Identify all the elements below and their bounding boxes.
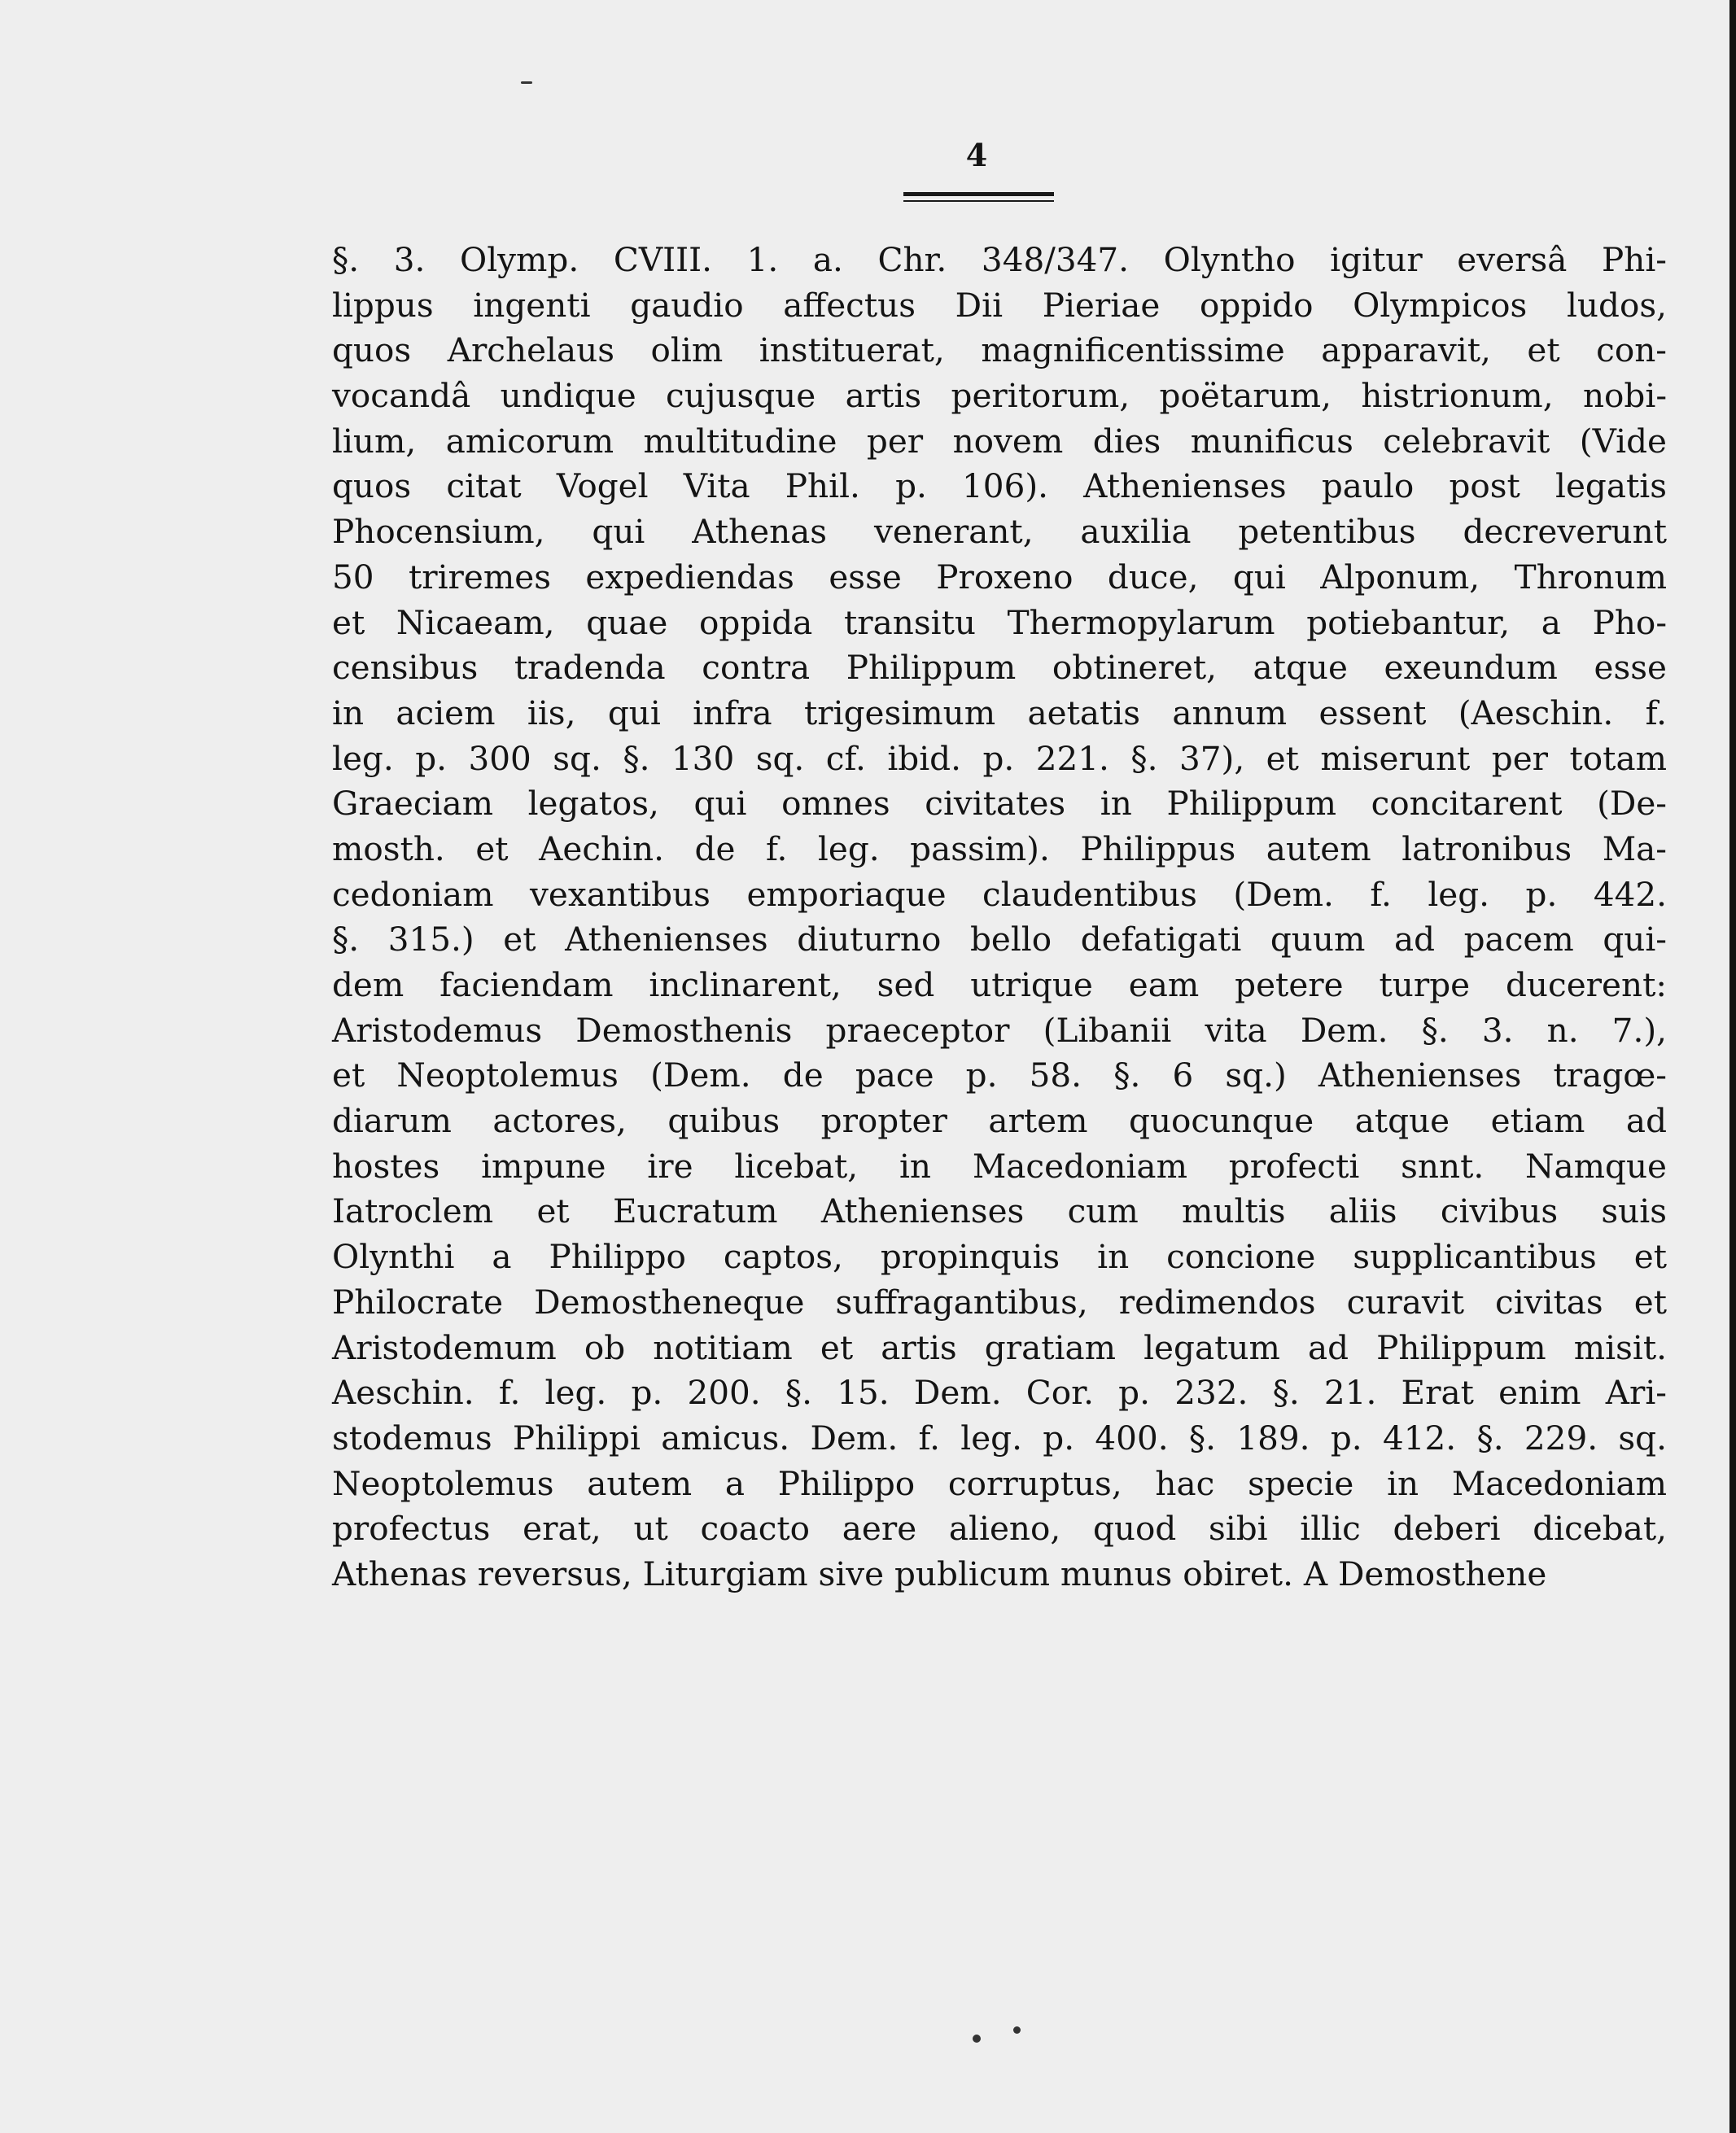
- text-line: diarum actores, quibus propter artem quocunque atque etiam ad: [332, 1101, 1667, 1141]
- text-line: Athenas reversus, Liturgiam sive publicum munus obiret. A Demosthene: [332, 1554, 1547, 1593]
- text-line: in aciem iis, qui infra trigesimum aetatis annum essent (Aeschin. f.: [332, 693, 1667, 732]
- text-line: Neoptolemus autem a Philippo corruptus, hac specie in Macedoniam: [332, 1463, 1667, 1503]
- text-line: dem faciendam inclinarent, sed utrique eam petere turpe ducerent:: [332, 965, 1667, 1004]
- text-line: vocandâ undique cujusque artis peritorum, poëtarum, histrionum, nobi-: [332, 376, 1667, 416]
- text-line: Aristodemus Demosthenis praeceptor (Libanii vita Dem. §. 3. n. 7.),: [332, 1010, 1667, 1050]
- text-line: et Nicaeam, quae oppida transitu Thermopylarum potiebantur, a Pho-: [332, 602, 1667, 642]
- text-line: 50 triremes expediendas esse Proxeno duce, qui Alponum, Thronum: [332, 557, 1667, 597]
- text-line: quos citat Vogel Vita Phil. p. 106). Athenienses paulo post legatis: [332, 466, 1667, 506]
- text-line: Philocrate Demostheneque suffragantibus, redimendos curavit civitas et: [332, 1282, 1667, 1322]
- text-line: leg. p. 300 sq. §. 130 sq. cf. ibid. p. 221. §. 37), et miserunt per totam: [332, 738, 1667, 778]
- text-line: quos Archelaus olim instituerat, magnificentissime apparavit, et con-: [332, 330, 1667, 370]
- text-line: Graeciam legatos, qui omnes civitates in Philippum concitarent (De-: [332, 784, 1667, 824]
- text-line: cedoniam vexantibus emporiaque claudentibus (Dem. f. leg. p. 442.: [332, 874, 1667, 914]
- scan-speck: [1013, 2026, 1021, 2034]
- text-line: Olynthi a Philippo captos, propinquis in concione supplicantibus et: [332, 1237, 1667, 1277]
- header-rule-thin: [903, 200, 1054, 202]
- text-line: §. 3. Olymp. CVIII. 1. a. Chr. 348/347. Olyntho igitur eversâ Phi-: [332, 240, 1667, 279]
- text-line: Aristodemum ob notitiam et artis gratiam legatum ad Philippum misit.: [332, 1327, 1667, 1367]
- scan-speck: [521, 81, 532, 84]
- text-line: stodemus Philippi amicus. Dem. f. leg. p. 400. §. 189. p. 412. §. 229. sq.: [332, 1418, 1667, 1458]
- text-line: et Neoptolemus (Dem. de pace p. 58. §. 6 sq.) Athenienses tragœ-: [332, 1056, 1667, 1095]
- text-line: Aeschin. f. leg. p. 200. §. 15. Dem. Cor. p. 232. §. 21. Erat enim Ari-: [332, 1373, 1667, 1413]
- text-line: Iatroclem et Eucratum Athenienses cum multis aliis civibus suis: [332, 1191, 1667, 1231]
- text-line: lippus ingenti gaudio affectus Dii Pieriae oppido Olympicos ludos,: [332, 285, 1667, 325]
- body-text: [332, 238, 1667, 1598]
- page-number: 4: [965, 137, 988, 173]
- text-line: profectus erat, ut coacto aere alieno, quod sibi illic deberi dicebat,: [332, 1509, 1667, 1549]
- text-line: lium, amicorum multitudine per novem dies munificus celebravit (Vide: [332, 421, 1667, 461]
- page-edge-shadow: [1729, 0, 1736, 2133]
- scan-speck: [973, 2035, 981, 2043]
- text-line: hostes impune ire licebat, in Macedoniam profecti snnt. Namque: [332, 1146, 1667, 1186]
- text-line: §. 315.) et Athenienses diuturno bello defatigati quum ad pacem qui-: [332, 920, 1667, 959]
- text-line: censibus tradenda contra Philippum obtineret, atque exeundum esse: [332, 648, 1667, 688]
- text-line: mosth. et Aechin. de f. leg. passim). Philippus autem latronibus Ma-: [332, 828, 1667, 868]
- header-rule-thick: [903, 192, 1054, 196]
- text-line: Phocensium, qui Athenas venerant, auxilia petentibus decreverunt: [332, 512, 1667, 552]
